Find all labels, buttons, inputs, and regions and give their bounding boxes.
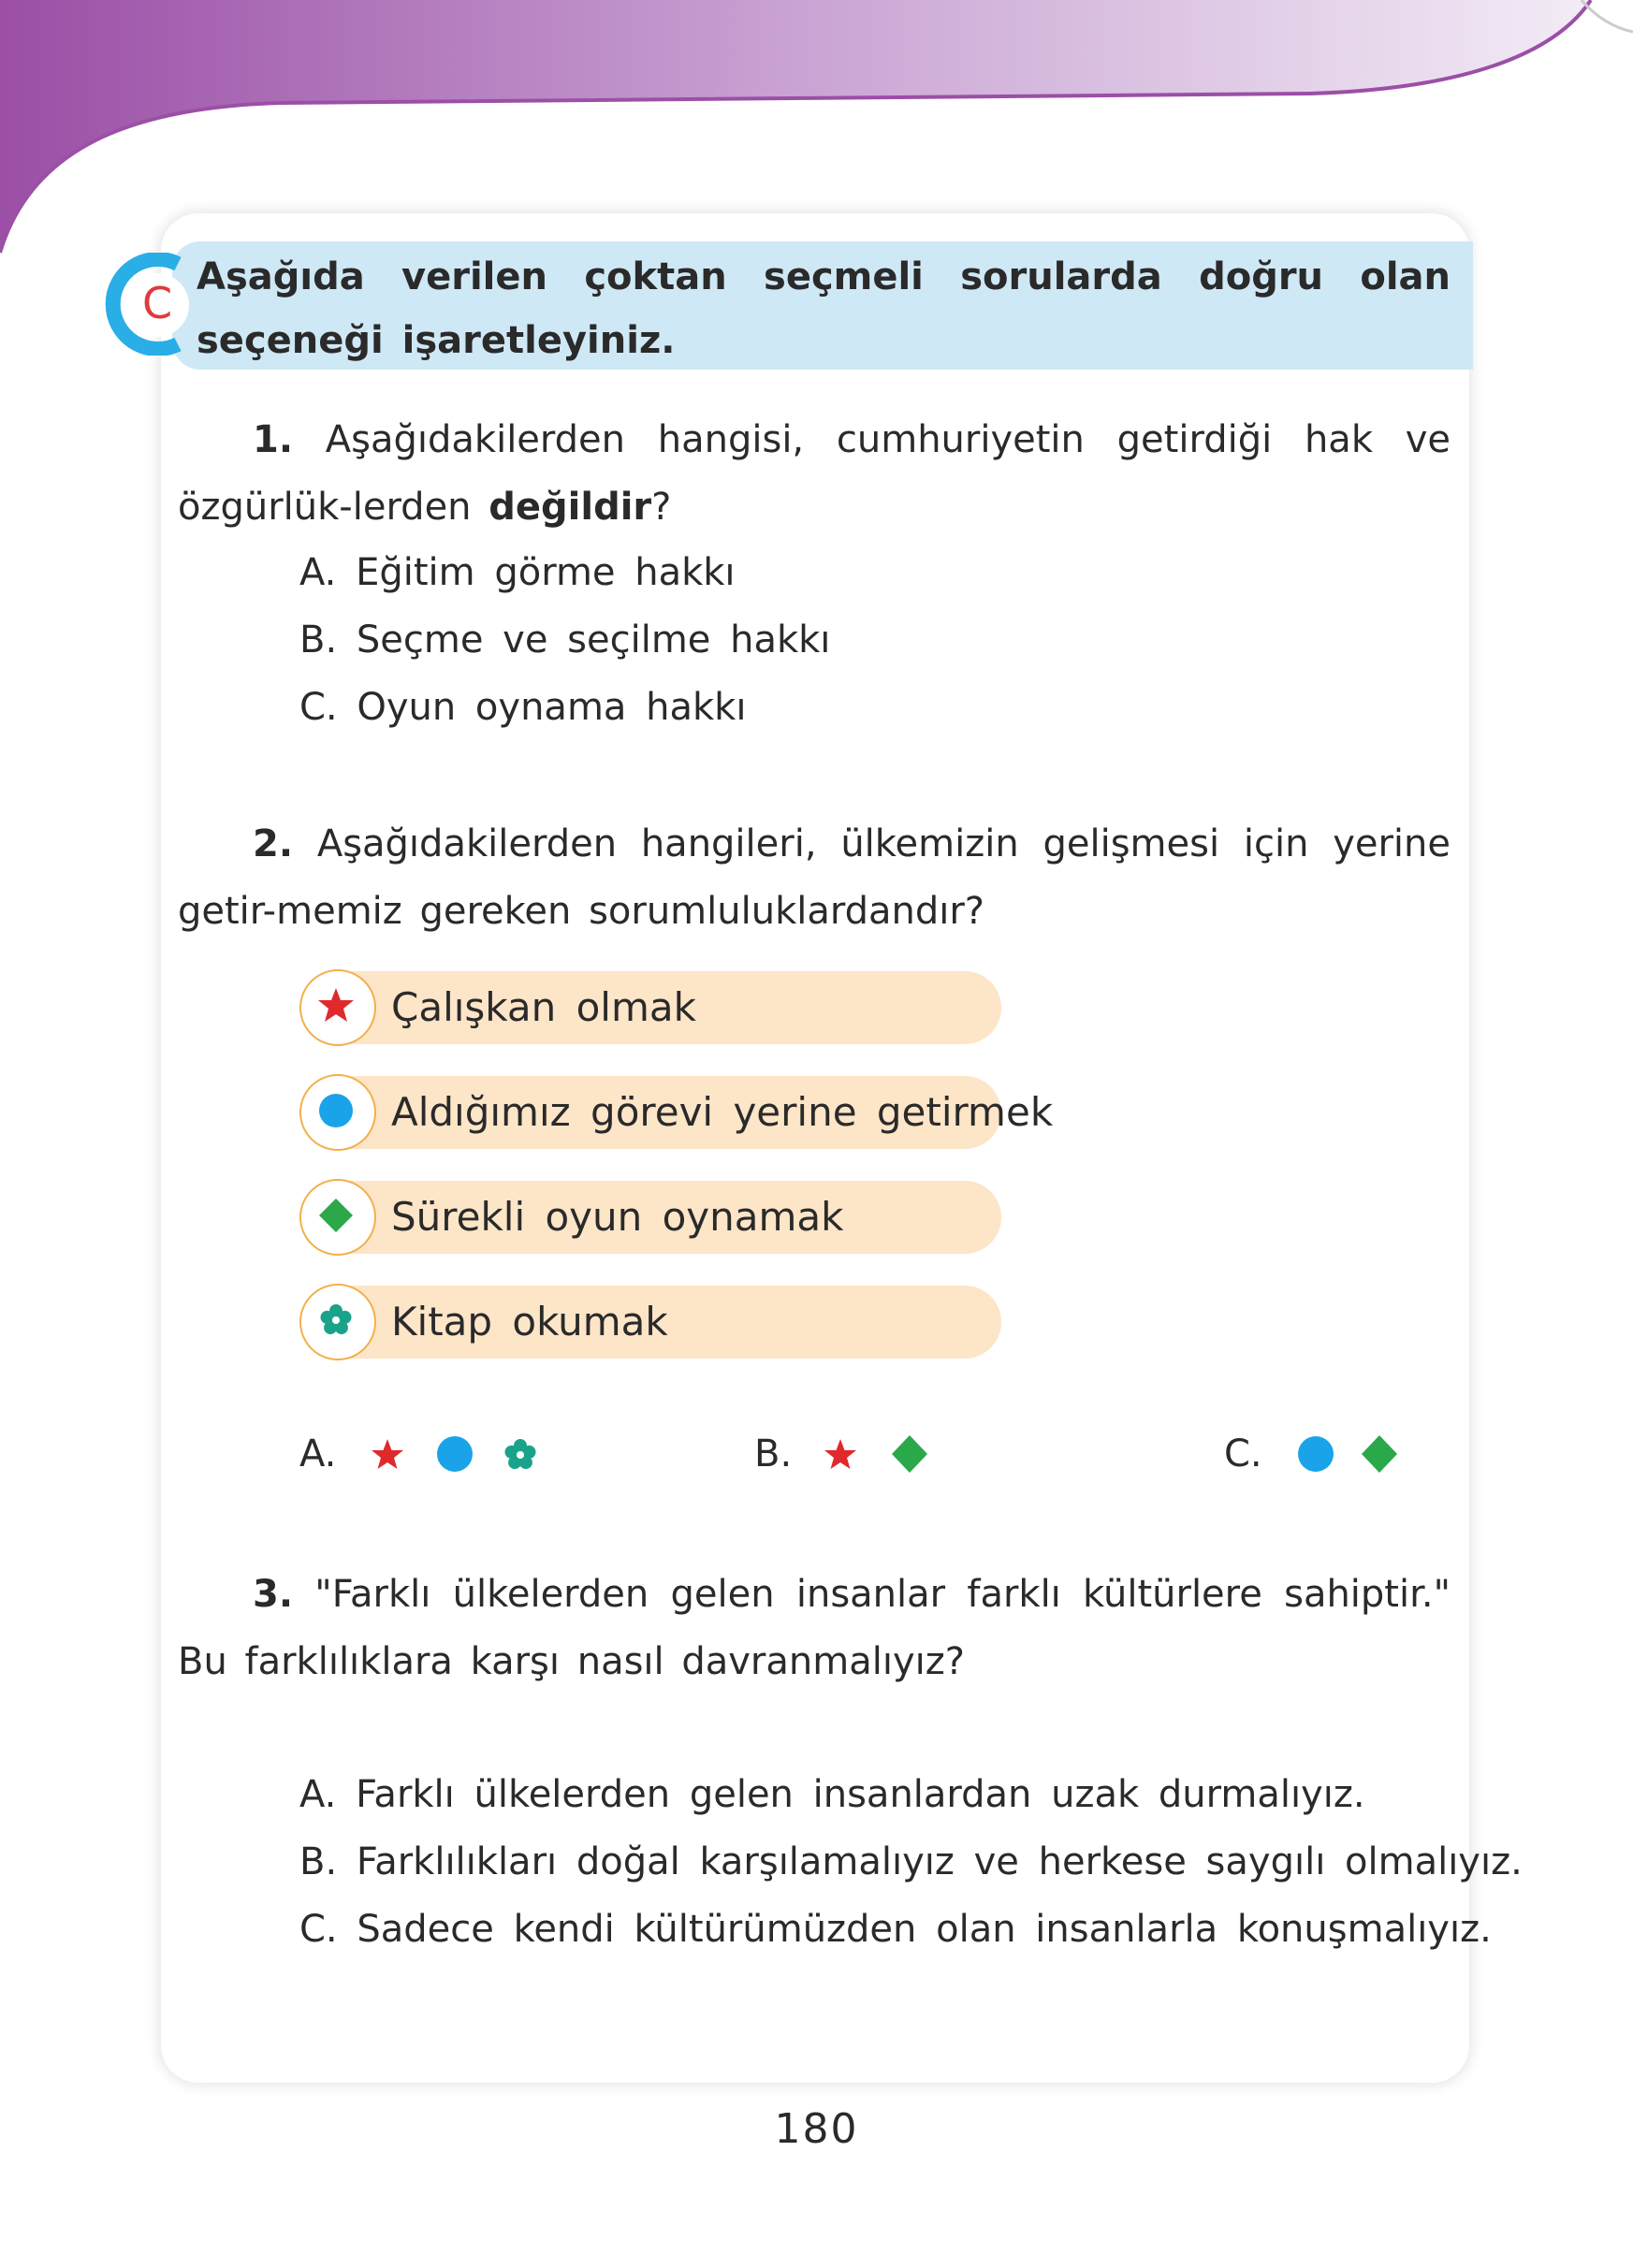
- answer-letter: C.: [1224, 1432, 1262, 1476]
- question-emphasis: değildir: [488, 486, 652, 529]
- star-icon: [814, 1420, 867, 1488]
- q1-option-c[interactable]: C. Oyun oynama hakkı: [299, 686, 747, 729]
- page-number: 180: [774, 2105, 859, 2153]
- circle-icon: [301, 1076, 374, 1149]
- question-text: Aşağıdakilerden hangileri, ülkemizin gelişmesi için yerine getir-memiz gereken sorumluluklardandır?: [178, 822, 1451, 933]
- flower-icon: [494, 1420, 547, 1488]
- q3-option-c[interactable]: C. Sadece kendi kültürümüzden olan insanlarla konuşmalıyız.: [299, 1908, 1492, 1951]
- star-icon: [361, 1420, 414, 1488]
- diamond-icon: [1353, 1420, 1406, 1488]
- q2-item-circle: [301, 1076, 1054, 1149]
- q2-item-diamond: [301, 1181, 1001, 1254]
- question-mark: ?: [651, 486, 672, 529]
- instruction-text: Aşağıda verilen çoktan seçmeli sorularda doğru olan seçeneği işaretleyiniz.: [197, 255, 1451, 362]
- diamond-icon: [301, 1181, 374, 1254]
- question-number: 2.: [253, 822, 294, 865]
- q2-item-label: Kitap okumak: [391, 1299, 668, 1345]
- question-text: Aşağıdakilerden hangisi, cumhuriyetin getirdiği hak ve özgürlük-lerden: [178, 418, 1451, 529]
- circle-icon: [1290, 1420, 1342, 1488]
- question-number: 1.: [253, 418, 294, 461]
- q1-option-b[interactable]: B. Seçme ve seçilme hakkı: [299, 618, 831, 662]
- question-text: "Farklı ülkelerden gelen insanlar farklı kültürlere sahiptir." Bu farklılıklara karşı nasıl davranmalıyız?: [178, 1573, 1451, 1683]
- q2-answer-a[interactable]: [299, 1420, 580, 1488]
- q3-option-a[interactable]: A. Farklı ülkelerden gelen insanlardan uzak durmalıyız.: [299, 1773, 1365, 1816]
- q2-item-label: Çalışkan olmak: [391, 984, 696, 1030]
- question-number: 3.: [253, 1573, 294, 1616]
- answer-letter: A.: [299, 1432, 337, 1476]
- section-letter: C: [141, 278, 173, 328]
- star-icon: [301, 971, 374, 1044]
- circle-icon: [429, 1420, 481, 1488]
- q2-answer-b[interactable]: [754, 1420, 941, 1488]
- q2-item-label: Aldığımız görevi yerine getirmek: [391, 1089, 1054, 1135]
- answer-letter: B.: [754, 1432, 793, 1476]
- q2-item-star: [301, 971, 1001, 1044]
- q2-answer-c[interactable]: [1224, 1420, 1411, 1488]
- question-1: [178, 406, 1451, 541]
- flower-icon: [301, 1286, 374, 1359]
- q1-option-a[interactable]: A. Eğitim görme hakkı: [299, 551, 736, 594]
- q3-option-b[interactable]: B. Farklılıkları doğal karşılamalıyız ve herkese saygılı olmalıyız.: [299, 1840, 1523, 1883]
- question-2: [178, 810, 1451, 945]
- q2-item-label: Sürekli oyun oynamak: [391, 1194, 844, 1240]
- q2-item-flower: [301, 1286, 1001, 1359]
- diamond-icon: [883, 1420, 936, 1488]
- question-3: [178, 1561, 1451, 1695]
